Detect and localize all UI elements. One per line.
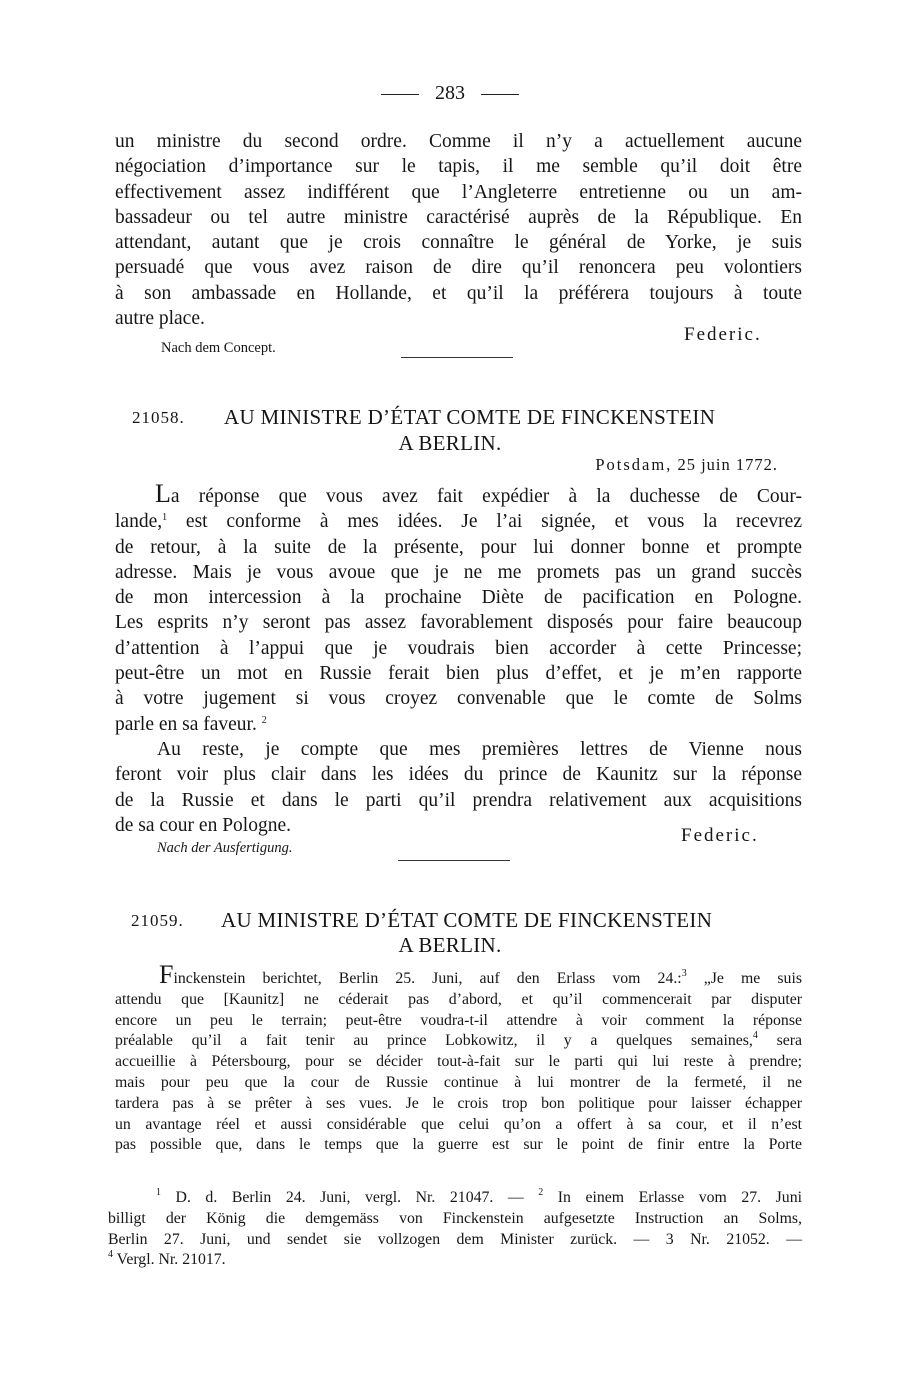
- text-line: mais pour peu que la cour de Russie continue à lui montrer de la fermeté, il ne: [115, 1073, 802, 1091]
- text-line: persuadé que vous avez raison de dire qu’il renoncera peu volontiers: [115, 257, 802, 279]
- text-fragment: lande,: [115, 511, 163, 533]
- text-line: [115, 962, 802, 990]
- text-line: [115, 509, 802, 534]
- text-fragment: a réponse que vous avez fait expédier à la duchesse de Cour-: [170, 486, 802, 507]
- source-note: Nach dem Concept.: [161, 340, 276, 356]
- text-line: attendu que [Kaunitz] ne céderait pas d’abord, et qu’il commencerait par disputer: [115, 990, 802, 1008]
- text-line: pas possible que, dans le temps que la guerre est sur le point de finir entre la Porte: [115, 1136, 802, 1154]
- text-line: accueillie à Pétersbourg, pour se décider tout-à-fait sur le parti qui lui reste à prendre;: [115, 1053, 802, 1071]
- dateline-date: 25 juin 1772.: [677, 455, 778, 474]
- text-line: de la Russie et dans le parti qu’il prendra relativement aux acquisitions: [115, 789, 802, 811]
- text-fragment: sera: [757, 1032, 802, 1050]
- text-line: autre place.: [115, 308, 205, 330]
- letter-title: AU MINISTRE D’ÉTAT COMTE DE FINCKENSTEIN: [224, 405, 716, 429]
- text-line: effectivement assez indifférent que l’Angleterre entretienne ou un am-: [115, 181, 802, 203]
- footnotes: [108, 1188, 802, 1271]
- text-line: à son ambassade en Hollande, et qu’il la préférera toujours à toute: [115, 282, 802, 304]
- text-line: de sa cour en Pologne.: [115, 814, 291, 836]
- letter-title-place: A BERLIN.: [398, 431, 502, 455]
- initial-letter: F: [159, 960, 174, 989]
- text-line: de retour, à la suite de la présente, pour lui donner bonne et prompte: [115, 536, 802, 558]
- footnote-ref: 4: [752, 1030, 758, 1042]
- intro-paragraph: [115, 129, 802, 331]
- footnote-line: [108, 1188, 802, 1209]
- text-line: un avantage réel et aussi considérable que celui qu’on a offert à sa cour, et il n’est: [115, 1115, 802, 1133]
- header-dash-right: [481, 94, 519, 95]
- footnote-text: D. d. Berlin 24. Juni, vergl. Nr. 21047. —: [161, 1189, 539, 1206]
- footnote-text: Vergl. Nr. 21017.: [113, 1251, 226, 1269]
- dateline-place: Potsdam,: [595, 455, 673, 474]
- letter-title-place: A BERLIN.: [398, 933, 502, 957]
- footnote-line: [108, 1250, 802, 1271]
- signature: Federic.: [684, 324, 762, 345]
- letter-number: 21059.: [131, 911, 184, 930]
- text-line: adresse. Mais je vous avoue que je ne me promets pas un grand succès: [115, 561, 802, 583]
- footnote-marker: 1: [156, 1187, 161, 1198]
- section-rule: [398, 860, 510, 861]
- dateline: [595, 455, 778, 475]
- text-line: feront voir plus clair dans les idées du prince de Kaunitz sur la réponse: [115, 764, 802, 786]
- text-line: [115, 481, 802, 509]
- page-header: [0, 82, 900, 105]
- letter-number: 21058.: [132, 408, 185, 427]
- footnote-marker: 4: [108, 1249, 113, 1261]
- text-fragment: parle en sa faveur.: [115, 713, 257, 735]
- text-line: d’attention à l’appui que je voudrais bien accorder à cette Princesse;: [115, 637, 802, 659]
- header-dash-left: [381, 94, 419, 95]
- footnote-ref: 1: [162, 512, 168, 524]
- text-line: négociation d’importance sur le tapis, il me semble qu’il doit être: [115, 156, 802, 178]
- text-line: un ministre du second ordre. Comme il n’y a actuellement aucune: [115, 131, 802, 152]
- text-fragment: préalable qu’il a fait tenir au prince Lobkowitz, il y a quelques semaines,: [115, 1032, 753, 1050]
- initial-letter: L: [155, 479, 171, 508]
- text-fragment: „Je me suis: [686, 970, 802, 987]
- footnote-ref: 3: [681, 968, 687, 979]
- text-line: peut-être un mot en Russie ferait bien plus d’effet, et je m’en rapporte: [115, 663, 802, 685]
- text-line: bassadeur ou tel autre ministre caractérisé auprès de la République. En: [115, 206, 802, 228]
- footnote-marker: 2: [538, 1187, 544, 1198]
- signature: Federic.: [681, 825, 759, 846]
- footnote-line: Berlin 27. Juni, und sendet sie vollzogen dem Minister zurück. — 3 Nr. 21052. —: [108, 1230, 802, 1248]
- text-line: [115, 1031, 802, 1052]
- text-line: à votre jugement si vous croyez convenable que le comte de Solms: [115, 688, 802, 710]
- footnote-line: billigt der König die demgemäss von Finckenstein aufgesetzte Instruction an Solms,: [108, 1209, 802, 1227]
- letter-title: AU MINISTRE D’ÉTAT COMTE DE FINCKENSTEIN: [221, 908, 713, 932]
- text-line: encore un peu le terrain; peut-être voudra-t-il attendre à voir comment la réponse: [115, 1011, 802, 1029]
- text-line: Au reste, je compte que mes premières lettres de Vienne nous: [157, 738, 802, 760]
- text-line: Les esprits n’y seront pas assez favorablement disposés pour faire beaucoup: [115, 612, 802, 634]
- section-rule: [401, 357, 513, 358]
- text-fragment: inckenstein berichtet, Berlin 25. Juni, auf den Erlass vom 24.:: [173, 970, 682, 987]
- page-number: 283: [435, 82, 465, 104]
- text-line: [115, 712, 802, 737]
- text-line: tardera pas à se prêter à ses vues. Je le crois trop bon politique pour laisser échapper: [115, 1094, 802, 1112]
- text-fragment: est conforme à mes idées. Je l’ai signée, et vous la recevrez: [167, 511, 802, 533]
- source-note: Nach der Ausfertigung.: [157, 840, 293, 856]
- text-line: attendant, autant que je crois connaître le général de Yorke, je suis: [115, 232, 802, 254]
- text-line: de mon intercession à la prochaine Diète de pacification en Pologne.: [115, 587, 802, 609]
- footnote-ref: 2: [261, 714, 267, 726]
- editorial-note: [115, 962, 802, 1156]
- footnote-text: In einem Erlasse vom 27. Juni: [543, 1189, 802, 1206]
- letter-paragraph: [115, 481, 802, 838]
